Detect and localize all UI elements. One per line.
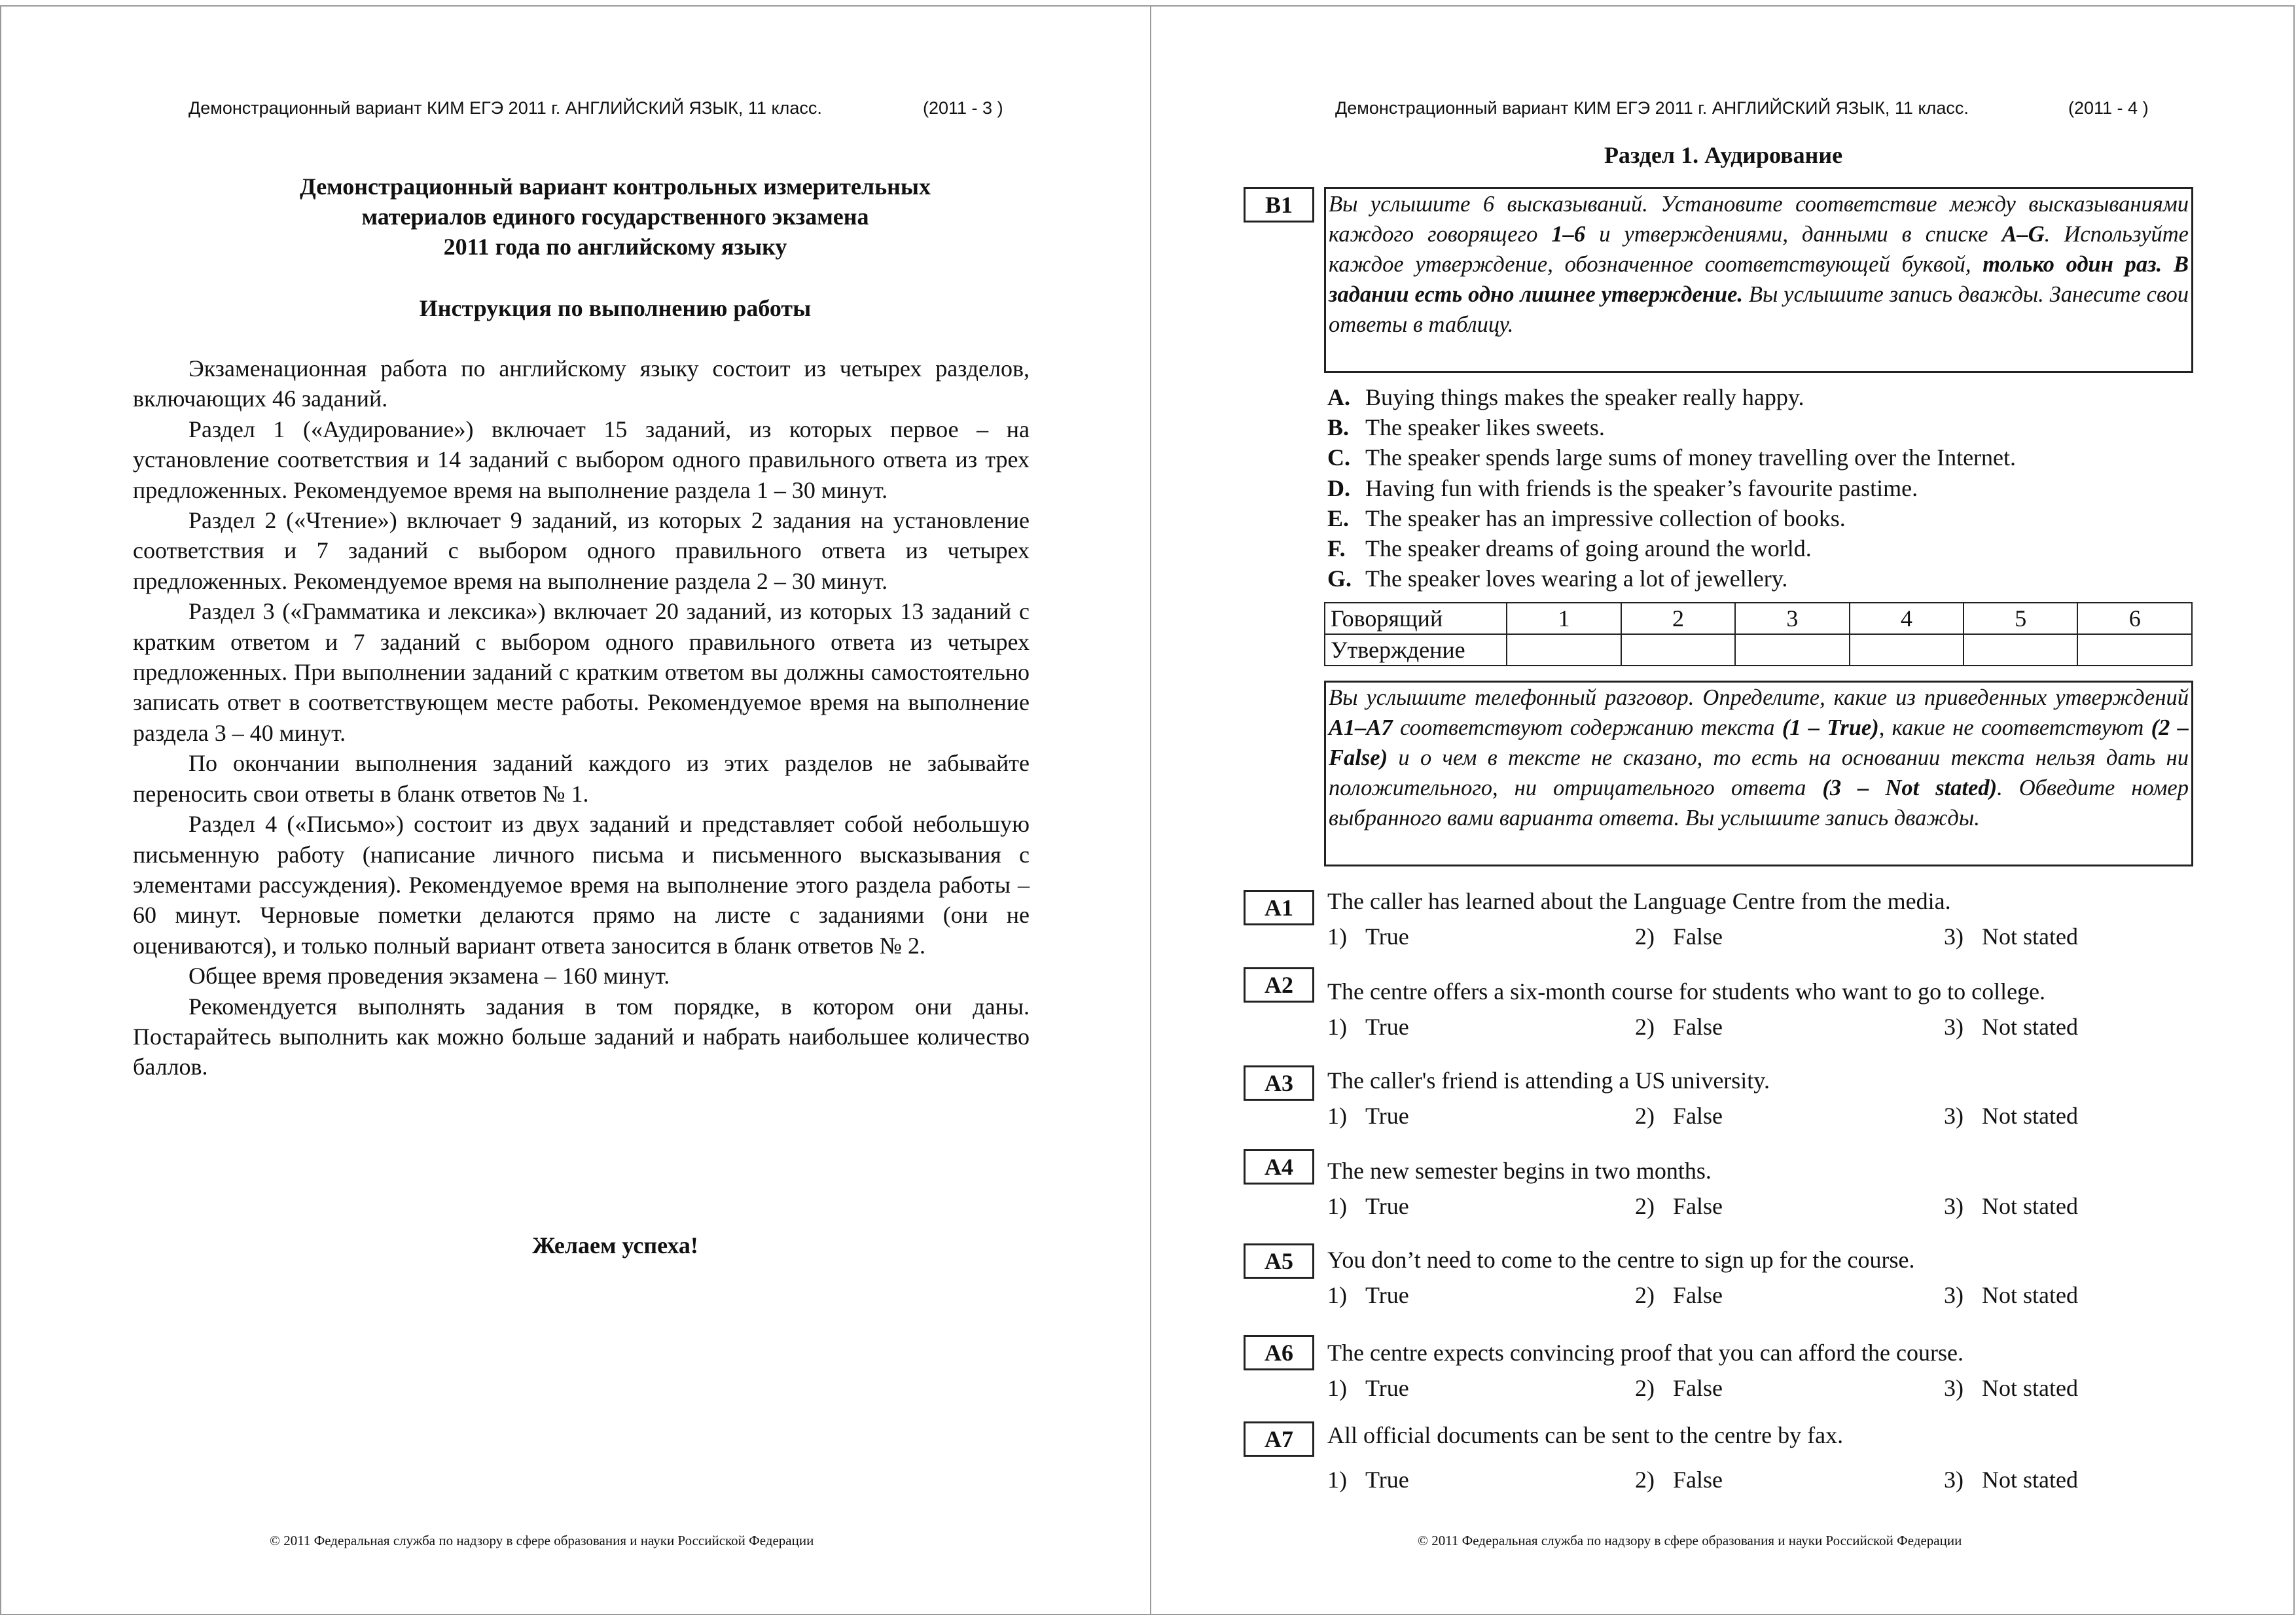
- option-number: 1): [1327, 1467, 1347, 1493]
- option-number: 1): [1327, 923, 1347, 950]
- right-header-text: Демонстрационный вариант КИМ ЕГЭ 2011 г. АНГЛИЙСКИЙ ЯЗЫК, 11 класс.: [1335, 98, 1969, 118]
- option-number: 2): [1635, 923, 1655, 950]
- right-header-code: (2011 - 4 ): [2068, 98, 2149, 118]
- option-true[interactable]: [1327, 923, 1409, 950]
- answer-cell[interactable]: [1621, 634, 1735, 666]
- option-label: False: [1673, 1014, 1723, 1040]
- task-label-a3: A3: [1244, 1065, 1314, 1101]
- option-number: 2): [1635, 1103, 1655, 1129]
- b1-instruction-text: [1329, 189, 2189, 340]
- option-label: Not stated: [1982, 1103, 2078, 1129]
- text-run-bold: 1–6: [1551, 222, 1586, 247]
- statement-text: The speaker loves wearing a lot of jewellery.: [1365, 565, 1788, 592]
- instruction-paragraph: Общее время проведения экзамена – 160 минут.: [188, 963, 670, 990]
- text-run-bold: только один раз. В задании есть одно лишнее утверждение.: [1329, 252, 2189, 307]
- table-header-statement: Утверждение: [1325, 634, 1507, 666]
- statement-item: [1327, 533, 2270, 563]
- text-run: . Используйте каждое утверждение, обозначенное соответствующей буквой,: [1329, 222, 2189, 277]
- instruction-title: Инструкция по выполнению работы: [419, 295, 812, 321]
- question-a2-text: The centre offers a six-month course for students who want to go to college.: [1327, 978, 2046, 1005]
- document-title: [196, 171, 1034, 262]
- option-number: 3): [1944, 1282, 1964, 1308]
- option-number: 3): [1944, 1014, 1964, 1040]
- left-running-header: [188, 98, 1003, 118]
- statement-letter: C.: [1327, 444, 1350, 471]
- task-label-b1: B1: [1244, 187, 1314, 223]
- statement-letter: G.: [1327, 565, 1352, 592]
- statement-letter: B.: [1327, 414, 1350, 441]
- option-not-stated[interactable]: [1944, 1466, 2078, 1493]
- option-number: 2): [1635, 1282, 1655, 1308]
- statement-item: [1327, 563, 2270, 594]
- question-a3-text: The caller's friend is attending a US university.: [1327, 1067, 1770, 1094]
- statement-text: The speaker likes sweets.: [1365, 414, 1605, 441]
- speaker-number: 4: [1850, 603, 1964, 634]
- option-false[interactable]: [1635, 923, 1723, 950]
- option-number: 1): [1327, 1375, 1347, 1401]
- option-number: 2): [1635, 1467, 1655, 1493]
- option-number: 3): [1944, 1103, 1964, 1129]
- option-label: Not stated: [1982, 1375, 2078, 1401]
- option-label: Not stated: [1982, 1193, 2078, 1219]
- option-number: 3): [1944, 1467, 1964, 1493]
- option-number: 1): [1327, 1282, 1347, 1308]
- text-run: и о чем в тексте не сказано, то есть на основании текста нельзя дать ни положительного, ни отрицательного ответа: [1329, 745, 2189, 800]
- option-number: 2): [1635, 1375, 1655, 1401]
- option-label: Not stated: [1982, 1467, 2078, 1493]
- option-number: 2): [1635, 1193, 1655, 1219]
- instruction-paragraph: Раздел 3 («Грамматика и лексика») включает 20 заданий, из которых 13 заданий с кратким ответом и 7 заданий с выбором одного правильного ответа из четырех предложенных. При выполнении заданий с кратким ответом вы должны самостоятельно записать ответ в соответствующем месте работы. Рекомендуемое время на выполнение раздела 3 – 40 минут.: [133, 598, 1030, 746]
- left-header-code: (2011 - 3 ): [923, 98, 1003, 118]
- option-label: Not stated: [1982, 1282, 2078, 1308]
- statement-letter: E.: [1327, 505, 1350, 531]
- question-a7-text: All official documents can be sent to the centre by fax.: [1327, 1422, 1844, 1448]
- question-a6-text: The centre expects convincing proof that you can afford the course.: [1327, 1340, 1964, 1366]
- statement-letter: F.: [1327, 535, 1346, 562]
- option-true[interactable]: [1327, 1466, 1409, 1493]
- text-run-bold: A1–A7: [1329, 715, 1393, 740]
- option-label: True: [1365, 1103, 1409, 1129]
- instruction-paragraph: Экзаменационная работа по английскому языку состоит из четырех разделов, включающих 46 заданий.: [133, 355, 1030, 412]
- option-number: 1): [1327, 1103, 1347, 1129]
- speaker-number: 1: [1507, 603, 1621, 634]
- speaker-number: 6: [2077, 603, 2192, 634]
- option-not-stated[interactable]: [1944, 1281, 2078, 1309]
- option-label: True: [1365, 1193, 1409, 1219]
- statement-text: The speaker dreams of going around the world.: [1365, 535, 1812, 562]
- statement-item: [1327, 382, 2270, 412]
- text-run: и утверждениями, данными в списке: [1585, 222, 2002, 247]
- right-running-header: [1335, 98, 2149, 118]
- instruction-paragraph: Рекомендуется выполнять задания в том порядке, в котором они даны. Постарайтесь выполнить как можно больше заданий и набрать наибольшее количество баллов.: [133, 993, 1030, 1080]
- option-not-stated[interactable]: [1944, 1374, 2078, 1402]
- option-label: False: [1673, 1375, 1723, 1401]
- instruction-paragraph: Раздел 2 («Чтение») включает 9 заданий, из которых 2 задания на установление соответствия и 7 заданий с выбором одного правильного ответа из четырех предложенных. Рекомендуемое время на выполнение раздела 2 – 30 минут.: [133, 507, 1030, 594]
- option-false[interactable]: [1635, 1192, 1723, 1220]
- text-run: Вы услышите запись дважды. Занесите свои ответы в таблицу.: [1329, 282, 2189, 337]
- answer-cell[interactable]: [2077, 634, 2192, 666]
- option-label: Not stated: [1982, 1014, 2078, 1040]
- statement-text: Buying things makes the speaker really happy.: [1365, 384, 1804, 410]
- text-run-bold: (1 – True): [1782, 715, 1879, 740]
- option-true[interactable]: [1327, 1102, 1409, 1130]
- left-page: [0, 0, 1149, 1616]
- option-label: True: [1365, 923, 1409, 950]
- instruction-paragraph: По окончании выполнения заданий каждого из этих разделов не забывайте переносить свои ответы в бланк ответов № 1.: [133, 750, 1030, 807]
- text-run: Вы услышите 6 высказываний. Установите соответствие между высказываниями каждого говорящего: [1329, 192, 2189, 247]
- title-line: материалов единого государственного экзамена: [361, 204, 869, 230]
- option-false[interactable]: [1635, 1281, 1723, 1309]
- option-label: False: [1673, 1282, 1723, 1308]
- title-line: 2011 года по английскому языку: [443, 234, 787, 260]
- statement-item: [1327, 473, 2270, 503]
- b1-statement-list: [1327, 382, 2270, 594]
- option-label: False: [1673, 1467, 1723, 1493]
- answer-cell[interactable]: [1735, 634, 1849, 666]
- task-label-a1: A1: [1244, 890, 1314, 925]
- title-line: Демонстрационный вариант контрольных измерительных: [299, 173, 931, 200]
- task-label-a2: A2: [1244, 967, 1314, 1003]
- option-false[interactable]: [1635, 1466, 1723, 1493]
- question-a4-text: The new semester begins in two months.: [1327, 1158, 1712, 1184]
- a-instruction-text: [1329, 683, 2189, 833]
- a-block-instructions: [1324, 681, 2193, 866]
- instruction-paragraph: Раздел 4 («Письмо») состоит из двух заданий и представляет собой небольшую письменную работу (написание личного письма и письменного высказывания с элементами рассуждения). Рекомендуемое время на выполнение этого раздела работы – 60 минут. Черновые пометки делаются прямо на листе с заданиями (они не оцениваются), и только полный вариант ответа заносится в бланк ответов № 2.: [133, 811, 1030, 959]
- option-false[interactable]: [1635, 1102, 1723, 1130]
- closing-wish: Желаем успеха!: [532, 1232, 698, 1258]
- text-run: Вы услышите телефонный разговор. Определите, какие из приведенных утверждений: [1329, 685, 2189, 710]
- option-number: 3): [1944, 1375, 1964, 1401]
- section-title: Раздел 1. Аудирование: [1604, 142, 1843, 168]
- text-run: соответствуют содержанию текста: [1392, 715, 1782, 740]
- right-page: [1152, 0, 2295, 1616]
- option-not-stated[interactable]: [1944, 1013, 2078, 1041]
- question-a5-text: You don’t need to come to the centre to sign up for the course.: [1327, 1247, 1915, 1273]
- option-label: True: [1365, 1467, 1409, 1493]
- option-label: Not stated: [1982, 923, 2078, 950]
- statement-text: Having fun with friends is the speaker’s favourite pastime.: [1365, 474, 1918, 501]
- option-true[interactable]: [1327, 1192, 1409, 1220]
- option-true[interactable]: [1327, 1013, 1409, 1041]
- option-label: False: [1673, 923, 1723, 950]
- answer-cell[interactable]: [1850, 634, 1964, 666]
- text-run-bold: (2 – False): [1329, 715, 2189, 770]
- statement-letter: A.: [1327, 384, 1350, 410]
- table-header-speaker: Говорящий: [1325, 603, 1507, 634]
- question-a1-text: The caller has learned about the Language Centre from the media.: [1327, 888, 1951, 914]
- option-number: 3): [1944, 1193, 1964, 1219]
- option-number: 1): [1327, 1014, 1347, 1040]
- b1-answer-table: [1324, 602, 2193, 666]
- text-run-bold: (3 – Not stated): [1822, 776, 1998, 800]
- text-run-bold: A–G: [2001, 222, 2045, 247]
- option-not-stated[interactable]: [1944, 1102, 2078, 1130]
- statement-text: The speaker spends large sums of money travelling over the Internet.: [1365, 444, 2017, 471]
- option-label: True: [1365, 1282, 1409, 1308]
- option-false[interactable]: [1635, 1013, 1723, 1041]
- option-true[interactable]: [1327, 1281, 1409, 1309]
- speaker-number: 3: [1735, 603, 1849, 634]
- statement-item: [1327, 503, 2270, 533]
- option-label: False: [1673, 1193, 1723, 1219]
- b1-instructions: [1324, 187, 2193, 373]
- option-label: True: [1365, 1014, 1409, 1040]
- task-label-a6: A6: [1244, 1335, 1314, 1370]
- left-footer: © 2011 Федеральная служба по надзору в сфере образования и науки Российской Федерации: [270, 1533, 814, 1548]
- statement-item: [1327, 442, 2270, 473]
- speaker-number: 2: [1621, 603, 1735, 634]
- task-label-a7: A7: [1244, 1421, 1314, 1457]
- option-true[interactable]: [1327, 1374, 1409, 1402]
- option-label: True: [1365, 1375, 1409, 1401]
- table-row: [1325, 634, 2192, 666]
- task-label-a5: A5: [1244, 1243, 1314, 1279]
- left-header-text: Демонстрационный вариант КИМ ЕГЭ 2011 г. АНГЛИЙСКИЙ ЯЗЫК, 11 класс.: [188, 98, 822, 118]
- answer-cell[interactable]: [1507, 634, 1621, 666]
- option-number: 1): [1327, 1193, 1347, 1219]
- task-label-a4: A4: [1244, 1149, 1314, 1185]
- instruction-body: [133, 353, 1030, 1082]
- answer-cell[interactable]: [1964, 634, 2077, 666]
- statement-letter: D.: [1327, 474, 1350, 501]
- right-footer: © 2011 Федеральная служба по надзору в сфере образования и науки Российской Федерации: [1418, 1533, 1962, 1548]
- table-row: [1325, 603, 2192, 634]
- option-false[interactable]: [1635, 1374, 1723, 1402]
- text-run: , какие не соответствуют: [1878, 715, 2151, 740]
- statement-text: The speaker has an impressive collection of books.: [1365, 505, 1846, 531]
- speaker-number: 5: [1964, 603, 2077, 634]
- instruction-paragraph: Раздел 1 («Аудирование») включает 15 заданий, из которых первое – на установление соответствия и 14 заданий с выбором одного правильного ответа из трех предложенных. Рекомендуемое время на выполнение раздела 1 – 30 минут.: [133, 416, 1030, 503]
- option-not-stated[interactable]: [1944, 923, 2078, 950]
- option-number: 3): [1944, 923, 1964, 950]
- option-not-stated[interactable]: [1944, 1192, 2078, 1220]
- option-number: 2): [1635, 1014, 1655, 1040]
- text-run: . Обведите номер выбранного вами варианта ответа. Вы услышите запись дважды.: [1329, 776, 2189, 830]
- page-divider: [1150, 7, 1151, 1614]
- statement-item: [1327, 412, 2270, 442]
- option-label: False: [1673, 1103, 1723, 1129]
